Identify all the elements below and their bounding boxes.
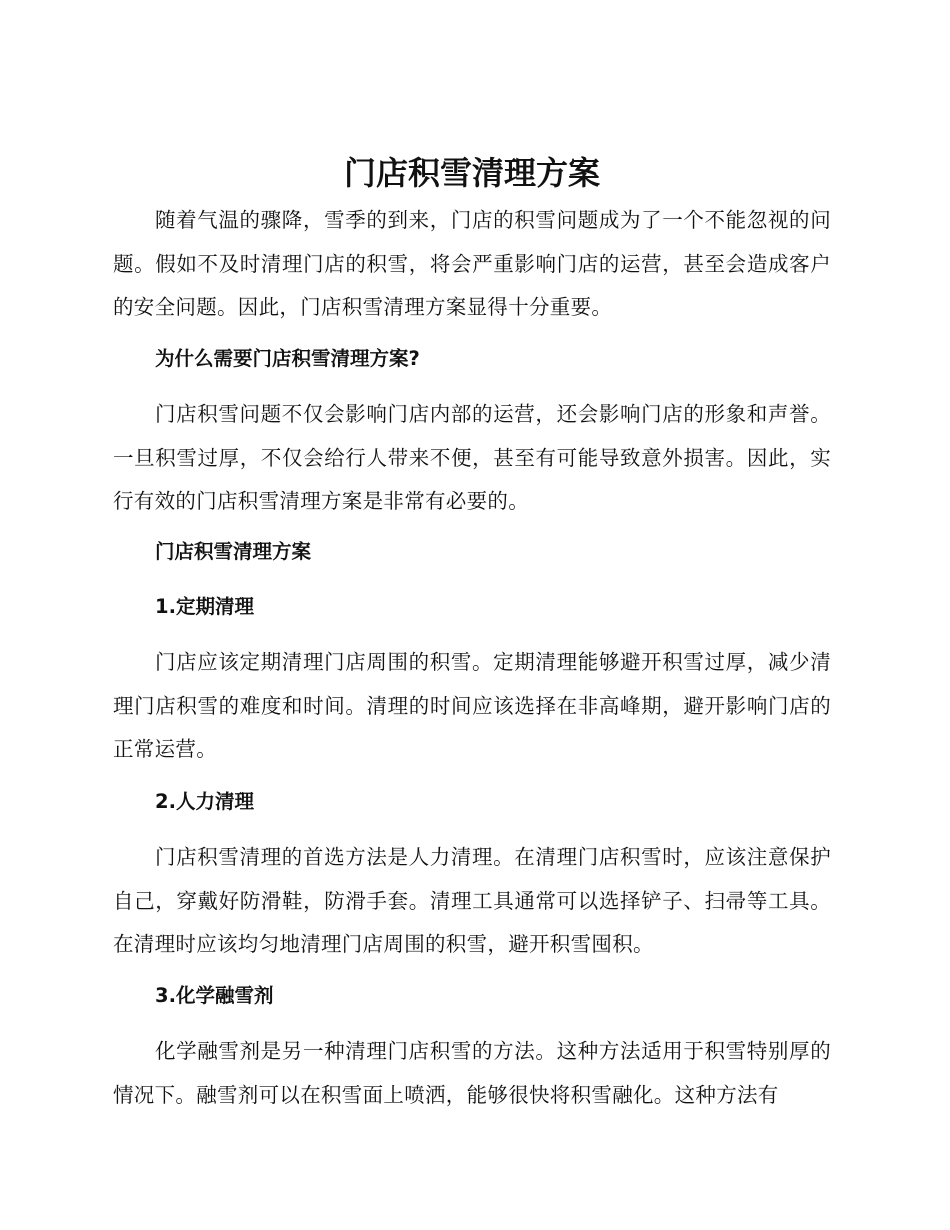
section-heading-plan: 门店积雪清理方案 <box>155 540 312 563</box>
section-heading-why: 为什么需要门店积雪清理方案? <box>155 347 420 370</box>
intro-paragraph: 随着气温的骤降，雪季的到来，门店的积雪问题成为了一个不能忽视的问题。假如不及时清理门店的积雪，将会严重影响门店的运营，甚至会造成客户的安全问题。因此，门店积雪清理方案显得十分重要。 <box>113 208 831 319</box>
item-heading-1: 1.定期清理 <box>155 595 254 618</box>
item-paragraph-1: 门店应该定期清理门店周围的积雪。定期清理能够避开积雪过厚，减少清理门店积雪的难度和时间。清理的时间应该选择在非高峰期，避开影响门店的正常运营。 <box>113 650 831 761</box>
item-heading-3: 3.化学融雪剂 <box>155 984 274 1007</box>
item-paragraph-2: 门店积雪清理的首选方法是人力清理。在清理门店积雪时，应该注意保护自己，穿戴好防滑鞋，防滑手套。清理工具通常可以选择铲子、扫帚等工具。在清理时应该均匀地清理门店周围的积雪，避开积雪囤积。 <box>113 845 831 956</box>
item-paragraph-3: 化学融雪剂是另一种清理门店积雪的方法。这种方法适用于积雪特别厚的情况下。融雪剂可以在积雪面上喷洒，能够很快将积雪融化。这种方法有 <box>113 1039 831 1107</box>
item-heading-2: 2.人力清理 <box>155 790 254 813</box>
document-title: 门店积雪清理方案 <box>343 154 600 192</box>
section-why-paragraph: 门店积雪问题不仅会影响门店内部的运营，还会影响门店的形象和声誉。一旦积雪过厚，不仅会给行人带来不便，甚至有可能导致意外损害。因此，实行有效的门店积雪清理方案是非常有必要的。 <box>113 402 831 513</box>
